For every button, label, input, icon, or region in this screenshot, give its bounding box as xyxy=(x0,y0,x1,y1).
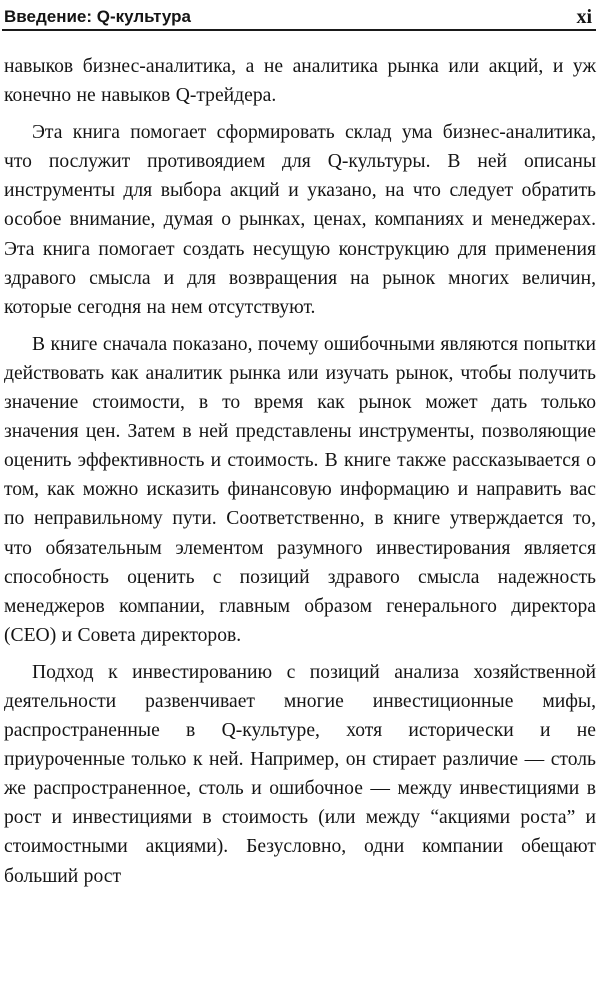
paragraph: Эта книга помогает сформировать склад ума бизнес-аналитика, что послужит противоядием для Q-культуры. В ней описаны инструменты для выбора акций и указано, на что следует обратить особое внимание, думая о рынках, ценах, компаниях и менеджерах. Эта книга помогает создать несущую конструкцию для применения здравого смысла и для возвращения на рынок многих величин, которые сегодня на нем отсутствуют. xyxy=(4,122,596,318)
paragraph: В книге сначала показано, почему ошибочными являются попытки действовать как аналитик рынка или изучать рынок, чтобы получить значение стоимости, в то время как рынок может дать только значения цен. Затем в ней представлены инструменты, позволяющие оценить эффективность и стоимость. В книге также рассказывается о том, как можно исказить финансовую информацию и направить вас по неправильному пути. Соответственно, в книге утверждается то, что обязательным элементом разумного инвестирования является способность оценить с позиций здравого смысла надежность менеджеров компании, главным образом генерального директора (CEO) и Совета директоров. xyxy=(4,333,596,646)
page-number: xi xyxy=(576,6,592,28)
chapter-title: Введение: Q-культура xyxy=(4,7,191,26)
body-text xyxy=(4,52,596,891)
header-rule xyxy=(2,29,596,31)
paragraph: Подход к инвестированию с позиций анализа хозяйственной деятельности развенчивает многие инвестиционные мифы, распространенные в Q-культуре, хотя исторически и не приуроченные только к ней. Например, он стирает различие — столь же распространенное, столь и ошибочное — между инвестициями в рост и инвестициями в стоимость (или между “акциями роста” и стоимостными акциями). Безусловно, одни компании обещают больший рост xyxy=(4,661,596,887)
running-head xyxy=(4,2,592,28)
paragraph: навыков бизнес-аналитика, а не аналитика рынка или акций, и уж конечно не навыков Q-трейдера. xyxy=(4,56,596,107)
